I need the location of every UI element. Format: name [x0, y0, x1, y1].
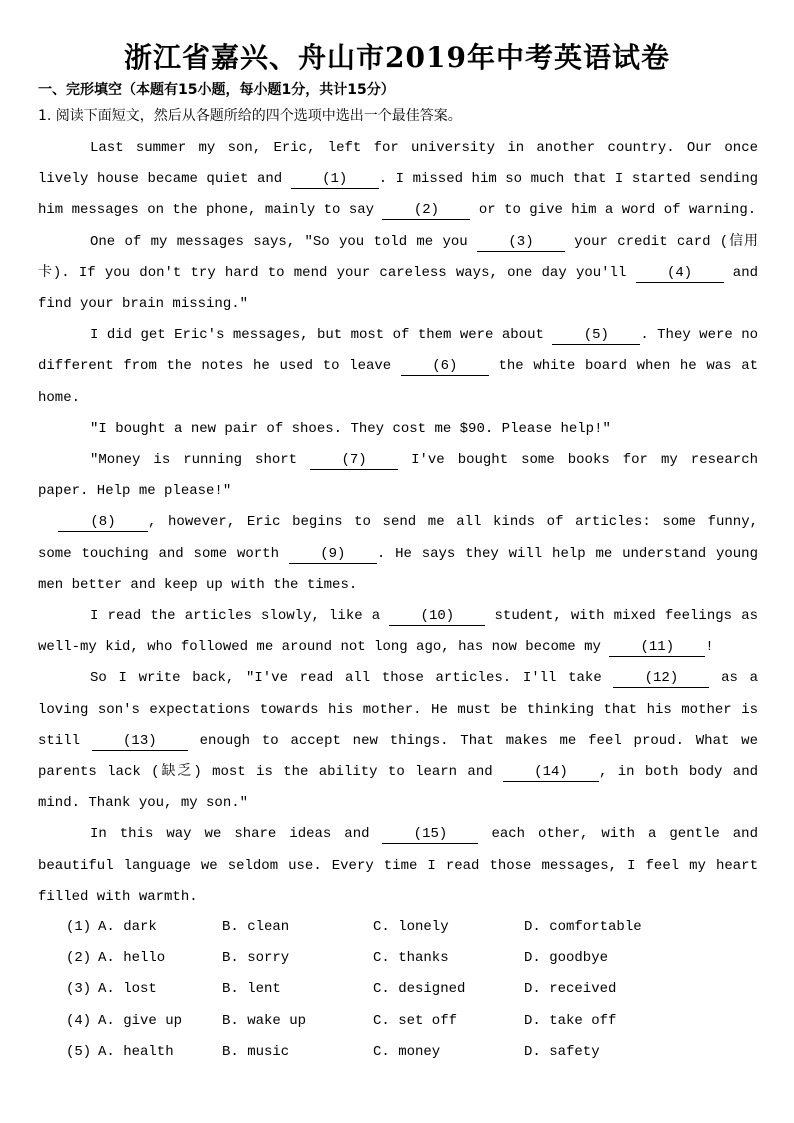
- paragraph-3: [38, 320, 758, 414]
- text: as a loving son's expectations towards his mother. He must be thinking that his mother is still: [38, 670, 758, 749]
- text: So I write back, "I've read all those articles. I'll take: [90, 670, 614, 687]
- blank-3: (3): [477, 233, 565, 252]
- option-c[interactable]: C. money: [373, 1043, 441, 1060]
- text: student, with mixed feelings as well-my kid, who followed me around not long ago, has now become my: [38, 608, 758, 656]
- blank-15: (15): [382, 825, 478, 844]
- text: the white board when he was at home.: [38, 358, 758, 406]
- paragraph-6: [38, 507, 758, 601]
- option-a[interactable]: A. lost: [98, 981, 157, 998]
- option-d[interactable]: D. take off: [524, 1012, 617, 1029]
- text: . They were no different from the notes he used to leave: [38, 327, 758, 375]
- blank-13: (13): [92, 732, 188, 751]
- paragraph-8: [38, 663, 758, 819]
- option-a[interactable]: A. dark: [98, 919, 157, 935]
- blank-6: (6): [401, 357, 489, 376]
- option-c[interactable]: C. thanks: [373, 950, 449, 967]
- blank-5: (5): [552, 326, 640, 345]
- text: I read the articles slowly, like a: [90, 608, 390, 625]
- answer-options: [66, 912, 766, 1068]
- paragraph-9: [38, 819, 758, 913]
- text: enough to accept new things. That makes me feel proud. What we parents lack (缺乏) most is the ability to learn and: [38, 732, 758, 781]
- question-number: (1): [66, 919, 92, 935]
- option-b[interactable]: B. clean: [222, 919, 290, 935]
- option-c[interactable]: C. set off: [373, 1012, 458, 1029]
- paragraph-2: [38, 227, 758, 321]
- page-title: 浙江省嘉兴、舟山市2019年中考英语试卷: [124, 41, 670, 74]
- question-number: (2): [66, 950, 92, 967]
- blank-9: (9): [289, 545, 377, 564]
- cloze-passage: [38, 133, 758, 913]
- text: I've bought some books for my research paper. Help me please!": [38, 452, 758, 500]
- option-a[interactable]: A. hello: [98, 950, 166, 967]
- paragraph-7: [38, 601, 758, 663]
- option-b[interactable]: B. wake up: [222, 1012, 307, 1029]
- text: , in both body and mind. Thank you, my son.": [38, 764, 758, 812]
- option-d[interactable]: D. comfortable: [524, 919, 642, 935]
- text: , however, Eric begins to send me all kinds of articles: some funny, some touching and some worth: [38, 514, 758, 562]
- option-b[interactable]: B. lent: [222, 981, 281, 998]
- text: and find your brain missing.": [38, 264, 759, 313]
- text: . He says they will help me understand young men better and keep up with the times.: [38, 545, 758, 593]
- blank-8: (8): [58, 513, 148, 532]
- blank-4: (4): [636, 264, 724, 283]
- text: your credit card (信用卡). If you don't try hard to mend your careless ways, one day you'll: [38, 233, 758, 281]
- option-b[interactable]: B. sorry: [222, 950, 290, 967]
- blank-11: (11): [609, 638, 705, 657]
- text: I did get Eric's messages, but most of them were about: [90, 327, 553, 344]
- question-number: (4): [66, 1012, 92, 1029]
- option-a[interactable]: A. give up: [98, 1012, 183, 1029]
- text: Last summer my son, Eric, left for university in another country. Our once lively house became quiet and: [38, 140, 758, 188]
- option-row: [66, 1006, 766, 1037]
- option-row: [66, 1037, 766, 1068]
- option-row: [66, 912, 766, 943]
- option-row: [66, 943, 766, 974]
- option-c[interactable]: C. lonely: [373, 919, 449, 935]
- paragraph-1: [38, 133, 758, 227]
- blank-10: (10): [389, 607, 485, 626]
- text: or to give him a word of warning.: [470, 202, 757, 219]
- text: In this way we share ideas and: [90, 826, 383, 843]
- option-d[interactable]: D. safety: [524, 1043, 600, 1060]
- question-instruction: 1. 阅读下面短文，然后从各题所给的四个选项中选出一个最佳答案。: [38, 108, 462, 124]
- text: One of my messages says, "So you told me you: [90, 233, 477, 250]
- section-heading: 一、完形填空（本题有15小题，每小题1分，共计15分）: [38, 82, 395, 98]
- option-row: [66, 974, 766, 1005]
- blank-14: (14): [503, 763, 599, 782]
- blank-2: (2): [382, 201, 470, 220]
- text: !: [705, 639, 714, 656]
- blank-1: (1): [291, 170, 379, 189]
- paragraph-4: "I bought a new pair of shoes. They cost me $90. Please help!": [90, 420, 611, 437]
- option-d[interactable]: D. goodbye: [524, 950, 609, 967]
- blank-12: (12): [613, 669, 709, 688]
- option-c[interactable]: C. designed: [373, 981, 466, 998]
- question-number: (5): [66, 1043, 92, 1060]
- blank-7: (7): [310, 451, 398, 470]
- paragraph-5: [38, 445, 758, 507]
- option-d[interactable]: D. received: [524, 981, 617, 998]
- question-number: (3): [66, 981, 92, 998]
- text: . I missed him so much that I started sending him messages on the phone, mainly to say: [38, 171, 758, 219]
- option-a[interactable]: A. health: [98, 1043, 174, 1060]
- text: each other, with a gentle and beautiful language we seldom use. Every time I read those messages, I feel my heart filled with warmth.: [38, 826, 758, 905]
- option-b[interactable]: B. music: [222, 1043, 290, 1060]
- text: "Money is running short: [90, 452, 311, 469]
